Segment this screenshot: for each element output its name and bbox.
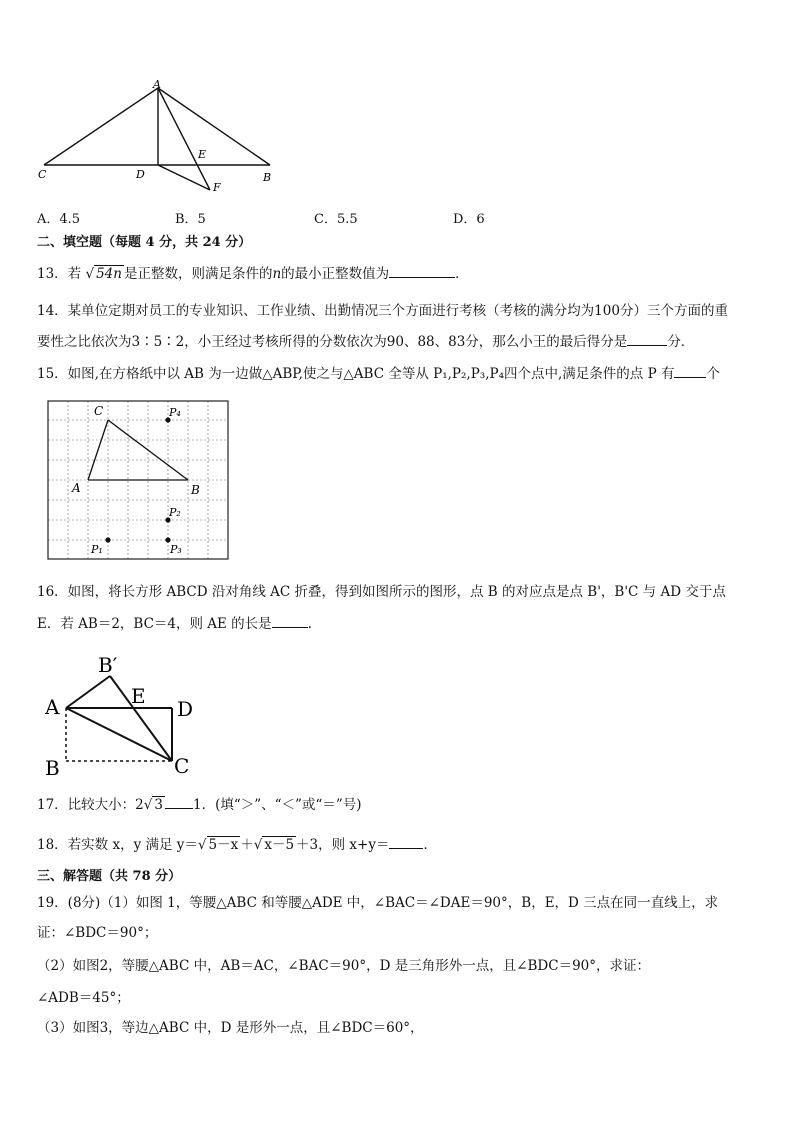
point-p1 — [105, 537, 110, 542]
q15-text: 15．如图,在方格纸中以 AB 为一边做△ABP,使之与△ABC 全等从 P₁,P₂,P₃,P₄四个点中,满足条件的点 P 有 — [37, 366, 675, 382]
q18-sqrt-1: √ 5－x — [197, 837, 239, 853]
segment-df — [158, 165, 210, 190]
q13-var: n — [272, 266, 282, 282]
q16-line2-text: E．若 AB＝2，BC＝4，则 AE 的长是 — [37, 616, 272, 632]
q14-line2-end: 分． — [667, 334, 695, 350]
q13-answer-blank[interactable] — [389, 263, 455, 278]
q13-suffix2: 的最小正整数值为 — [281, 266, 390, 282]
label-d: D — [136, 168, 145, 181]
grid-label-p2: P₂ — [169, 506, 181, 519]
section-3-title: 三、解答题（共 78 分） — [37, 869, 182, 884]
choice-c[interactable]: C．5.5 — [314, 212, 358, 227]
question-18 — [37, 834, 437, 855]
question-19-line-5: （3）如图3，等边△ABC 中，D 是形外一点，且∠BDC＝60°， — [37, 1020, 424, 1036]
question-19-line-3: （2）如图2，等腰△ABC 中，AB＝AC，∠BAC＝90°，D 是三角形外一点，且∠BDC＝90°，求证： — [37, 958, 651, 974]
grid-label-c: C — [94, 404, 104, 418]
q18-radicand-1: 5－x — [208, 837, 239, 853]
question-19-line-1: 19．(8分)（1）如图 1，等腰△ABC 和等腰△ADE 中，∠BAC＝∠DAE＝90°，B，E，D 三点在同一直线上，求 — [37, 895, 719, 911]
choice-a[interactable]: A．4.5 — [37, 212, 81, 227]
q13-sqrt: √ 54n — [85, 266, 122, 282]
fold-label-d: D — [177, 697, 194, 721]
q18-prefix: 18．若实数 x，y 满足 y＝ — [37, 837, 198, 853]
q17-sqrt: √ 3 — [143, 797, 163, 813]
grid-label-p4: P₄ — [169, 406, 181, 419]
segment-af — [158, 88, 210, 190]
question-17 — [37, 794, 362, 815]
label-c: C — [38, 168, 47, 181]
q17-answer-blank[interactable] — [165, 794, 193, 809]
question-13 — [37, 263, 469, 284]
choice-b[interactable]: B．5 — [175, 212, 206, 227]
q16-answer-blank[interactable] — [272, 613, 308, 628]
q13-end: ． — [455, 266, 469, 282]
q17-radicand: 3 — [154, 797, 163, 813]
question-19-line-4: ∠ADB＝45°； — [37, 990, 130, 1006]
q15-end: 个 — [706, 366, 720, 382]
q16-fold-figure — [40, 650, 210, 778]
q18-answer-blank[interactable] — [389, 834, 423, 849]
label-b: B — [263, 171, 272, 184]
top-figure — [30, 78, 290, 196]
label-e: E — [198, 148, 207, 161]
q15-answer-blank[interactable] — [674, 363, 706, 378]
grid-label-b: B — [191, 483, 200, 497]
q18-end: ． — [423, 837, 437, 853]
fold-label-e: E — [131, 684, 146, 708]
label-a: A — [153, 78, 161, 91]
grid-label-p1: P₁ — [91, 543, 103, 556]
segment-ab — [158, 88, 270, 165]
point-p3 — [165, 537, 170, 542]
q17-prefix: 17．比较大小：2 — [37, 797, 144, 813]
segment-ca — [88, 420, 108, 480]
q13-prefix: 13．若 — [37, 266, 82, 282]
q13-suffix1: 是正整数，则满足条件的 — [123, 266, 273, 282]
question-14-line-2 — [37, 331, 694, 352]
q15-grid-figure — [46, 399, 230, 561]
section-2-title: 二、填空题（每题 4 分，共 24 分） — [37, 235, 252, 250]
fold-label-b: B — [45, 756, 60, 778]
label-f: F — [213, 181, 221, 194]
grid-label-p3: P₃ — [170, 543, 182, 556]
q18-mid: ＋3，则 x+y＝ — [296, 837, 390, 853]
fold-label-c: C — [174, 754, 190, 778]
q17-suffix: 1．(填“＞”、“＜”或“＝”号) — [192, 797, 362, 813]
question-15 — [37, 363, 720, 384]
segment-ac — [66, 708, 172, 761]
grid-label-a: A — [72, 481, 81, 495]
segment-ab-prime — [66, 676, 110, 708]
q18-radicand-2: x－5 — [264, 837, 295, 853]
fold-label-b-prime: B′ — [98, 653, 118, 677]
question-14-line-1: 14．某单位定期对员工的专业知识、工作业绩、出勤情况三个方面进行考核（考核的满分均为100分）三个方面的重 — [37, 303, 728, 319]
q14-answer-blank[interactable] — [627, 331, 667, 346]
q16-line2-end: ． — [307, 616, 322, 632]
q13-radicand: 54n — [96, 266, 122, 282]
segment-ac — [44, 88, 158, 165]
q18-sqrt-2: √ x－5 — [253, 837, 295, 853]
q18-plus: ＋ — [240, 837, 254, 853]
question-19-line-2: 证：∠BDC＝90°； — [37, 925, 158, 941]
q14-line2-text: 要性之比依次为3∶5∶2，小王经过考核所得的分数依次为90、88、83分，那么小王的最后得分是 — [37, 334, 628, 350]
question-16-line-2 — [37, 613, 321, 634]
fold-label-a: A — [45, 695, 60, 719]
choice-d[interactable]: D．6 — [453, 212, 485, 227]
question-16-line-1: 16．如图，将长方形 ABCD 沿对角线 AC 折叠，得到如图所示的图形，点 B 的对应点是点 B'，B'C 与 AD 交于点 — [37, 584, 726, 600]
